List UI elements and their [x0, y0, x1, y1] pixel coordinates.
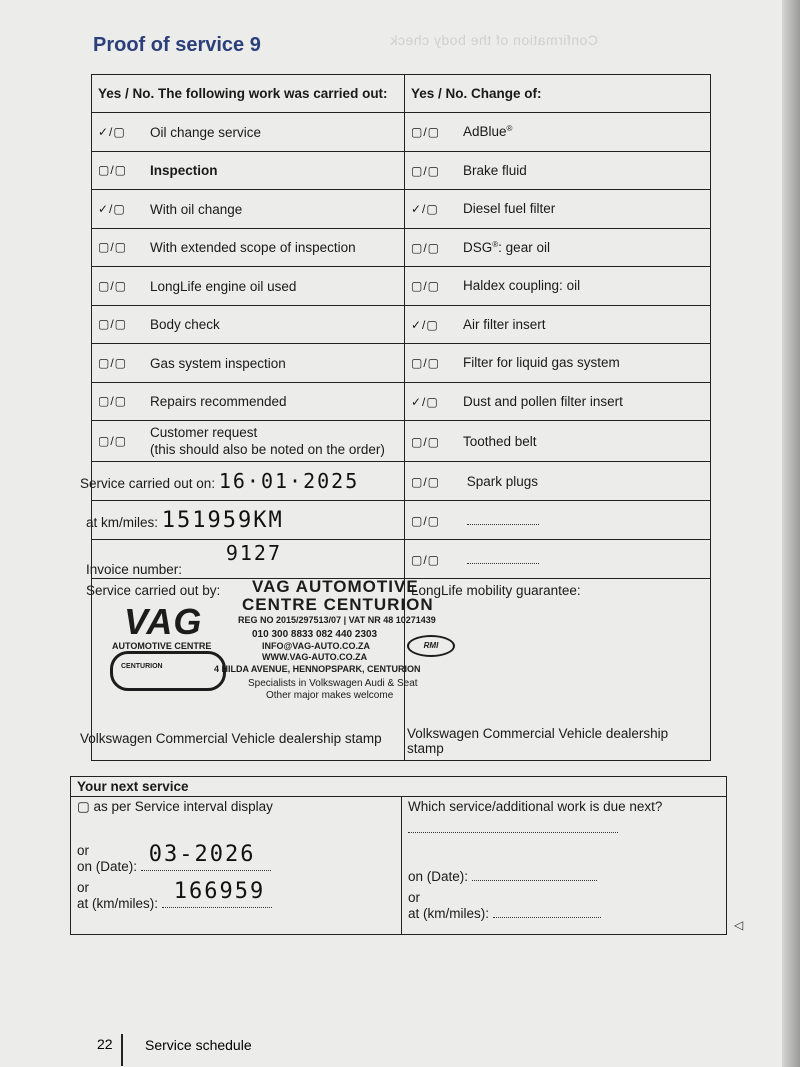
stamp-email: INFO@VAG-AUTO.CO.ZA [262, 641, 370, 651]
spark-plugs-label: Spark plugs [466, 473, 539, 489]
work-cell [92, 267, 405, 306]
invoice-cell [86, 540, 405, 579]
invoice-value: 9127 [225, 541, 282, 565]
next-km-label: at (km/miles): [77, 896, 158, 911]
work-checkbox[interactable]: ▢/▢ [98, 394, 128, 409]
change-checkbox[interactable]: ▢/▢ [411, 434, 441, 449]
stamp-phones: 010 300 8833 082 440 2303 [252, 629, 378, 640]
work-row [92, 267, 711, 306]
work-row [92, 113, 711, 152]
longlife-cell [405, 579, 711, 761]
change-cell [405, 305, 711, 344]
work-row [92, 228, 711, 267]
left-column-header: Yes / No. The following work was carried out: [92, 75, 405, 113]
next-date-label: on (Date): [77, 859, 138, 874]
work-cell [92, 421, 405, 462]
change-cell [405, 113, 711, 152]
blank-checkbox-2[interactable]: ▢/▢ [411, 552, 441, 567]
change-label-suffix: : gear oil [498, 239, 550, 255]
work-row [92, 305, 711, 344]
change-label: Haldex coupling: oil [463, 278, 581, 294]
next-page-edge [782, 0, 800, 1067]
work-checkbox[interactable]: ▢/▢ [98, 433, 128, 448]
change-label: Brake fluid [463, 162, 527, 178]
change-cell [405, 382, 711, 421]
next-service-right [402, 797, 727, 935]
stamp-welcome: Other major makes welcome [266, 690, 394, 701]
km-label: at km/miles: [86, 514, 159, 530]
next-service-title: Your next service [71, 777, 727, 797]
logo-badge: CENTURION [121, 663, 163, 670]
change-checkbox[interactable]: ▢/▢ [411, 356, 441, 371]
change-label: Dust and pollen filter insert [463, 393, 623, 409]
work-label: Repairs recommended [150, 394, 287, 410]
work-label-note: (this should also be noted on the order) [150, 442, 385, 457]
service-date-value: 16·01·2025 [218, 469, 360, 493]
right-km-row [408, 905, 720, 921]
blank-checkbox-1[interactable]: ▢/▢ [411, 513, 441, 528]
stamp-line-1: VAG AUTOMOTIVE [252, 577, 419, 596]
stamp-web: WWW.VAG-AUTO.CO.ZA [262, 652, 368, 662]
change-label: Air filter insert [463, 316, 546, 332]
work-cell [92, 151, 405, 190]
stamp-address: 4 HILDA AVENUE, HENNOPSPARK, CENTURION [214, 664, 421, 674]
work-cell [92, 382, 405, 421]
stamp-line-2: CENTRE CENTURION [242, 595, 434, 614]
work-cell [92, 228, 405, 267]
work-row [92, 421, 711, 462]
change-cell [405, 190, 711, 229]
change-checkbox[interactable]: ✓/▢ [411, 394, 439, 409]
stamp-reg: REG NO 2015/297513/07 | VAT NR 48 10271439 [238, 615, 436, 625]
work-label: Customer request [150, 425, 258, 440]
change-label: Filter for liquid gas system [463, 355, 620, 371]
work-cell [92, 190, 405, 229]
registered-mark: ® [492, 239, 499, 249]
service-work-table [80, 74, 711, 761]
work-checkbox[interactable]: ✓/▢ [98, 201, 126, 216]
change-checkbox[interactable]: ✓/▢ [411, 317, 439, 332]
next-service-left [71, 797, 402, 935]
right-date-row [408, 868, 720, 884]
page-title: Proof of service 9 [93, 34, 261, 56]
change-checkbox[interactable]: ▢/▢ [411, 163, 441, 178]
right-date-label: on (Date): [408, 869, 469, 884]
right-km-label: at (km/miles): [408, 906, 489, 921]
work-cell [92, 344, 405, 383]
work-label: Oil change service [150, 124, 262, 140]
change-label: Toothed belt [463, 433, 537, 449]
dealer-stamp-label-right: Volkswagen Commercial Vehicle dealership stamp [407, 726, 669, 756]
work-row [92, 151, 711, 190]
footer-divider [121, 1034, 123, 1066]
work-checkbox[interactable]: ▢/▢ [98, 240, 128, 255]
registered-mark: ® [506, 124, 513, 134]
next-date-value: 03-2026 [148, 842, 256, 867]
work-row [92, 382, 711, 421]
blank-dotted-line-1[interactable] [467, 514, 539, 525]
vag-logo: VAG [124, 601, 203, 642]
due-next-question: Which service/additional work is due next? [408, 799, 663, 814]
work-label: With extended scope of inspection [150, 240, 356, 256]
bleed-through-text: Confirmation of the body check [390, 32, 598, 48]
work-checkbox[interactable]: ▢/▢ [98, 278, 128, 293]
longlife-label: LongLife mobility guarantee: [411, 583, 581, 598]
work-row [92, 344, 711, 383]
carried-out-by-cell [80, 577, 439, 761]
work-label: Gas system inspection [150, 355, 286, 371]
change-checkbox[interactable]: ▢/▢ [411, 125, 441, 140]
change-checkbox[interactable]: ▢/▢ [411, 279, 441, 294]
service-date-label: Service carried out on: [80, 476, 216, 491]
work-label: Inspection [150, 163, 218, 179]
work-row [92, 190, 711, 229]
work-label: LongLife engine oil used [150, 278, 297, 294]
due-next-line[interactable] [408, 820, 618, 833]
work-label: Body check [150, 317, 220, 333]
work-checkbox[interactable]: ▢/▢ [98, 355, 128, 370]
next-km-value: 166959 [173, 879, 266, 904]
change-cell [405, 151, 711, 190]
km-cell [86, 501, 405, 540]
work-checkbox[interactable]: ▢/▢ [98, 317, 128, 332]
change-cell [405, 228, 711, 267]
or-label-2: or [77, 880, 90, 895]
right-column-header: Yes / No. Change of: [405, 75, 711, 113]
change-label: DSG [463, 239, 493, 255]
spark-plugs-checkbox[interactable]: ▢/▢ [411, 474, 441, 489]
change-cell [405, 267, 711, 306]
work-checkbox[interactable]: ✓/▢ [98, 124, 126, 139]
work-rows [92, 113, 711, 462]
invoice-label: Invoice number: [86, 562, 183, 577]
stamp-specialists: Specialists in Volkswagen Audi & Seat [248, 678, 418, 689]
service-date-cell [80, 462, 405, 501]
change-checkbox[interactable]: ▢/▢ [411, 240, 441, 255]
spark-plugs-cell [405, 462, 711, 501]
change-label: Diesel fuel filter [463, 201, 556, 217]
footer-section: Service schedule [145, 1037, 252, 1053]
carried-out-by-label: Service carried out by: [86, 583, 221, 598]
change-label: AdBlue [463, 124, 507, 140]
work-checkbox[interactable]: ▢/▢ [98, 163, 128, 178]
right-km-line[interactable] [493, 905, 601, 918]
wrench-gear-icon [110, 651, 226, 691]
right-or-label: or [408, 890, 421, 905]
next-service-table [70, 776, 727, 935]
blank-change-cell-2 [405, 540, 711, 579]
blank-change-cell-1 [405, 501, 711, 540]
page-number: 22 [97, 1036, 113, 1052]
or-label-1: or [77, 843, 90, 858]
blank-dotted-line-2[interactable] [467, 553, 539, 564]
dealer-stamp-label-left: Volkswagen Commercial Vehicle dealership stamp [80, 731, 382, 746]
change-cell [405, 344, 711, 383]
interval-display-option[interactable]: ▢ as per Service interval display [77, 799, 273, 814]
next-date-line[interactable] [141, 842, 271, 871]
change-cell [405, 421, 711, 462]
rmi-logo: RMI [407, 635, 455, 657]
work-label: With oil change [150, 201, 243, 217]
page-marker-icon: ◁ [734, 918, 744, 932]
vag-logo-subtitle: AUTOMOTIVE CENTRE [112, 641, 212, 651]
right-date-line[interactable] [472, 868, 597, 881]
change-checkbox[interactable]: ✓/▢ [411, 202, 439, 217]
km-value: 151959KM [161, 507, 284, 533]
work-cell [92, 113, 405, 152]
next-km-line[interactable] [162, 879, 272, 908]
work-cell [92, 305, 405, 344]
